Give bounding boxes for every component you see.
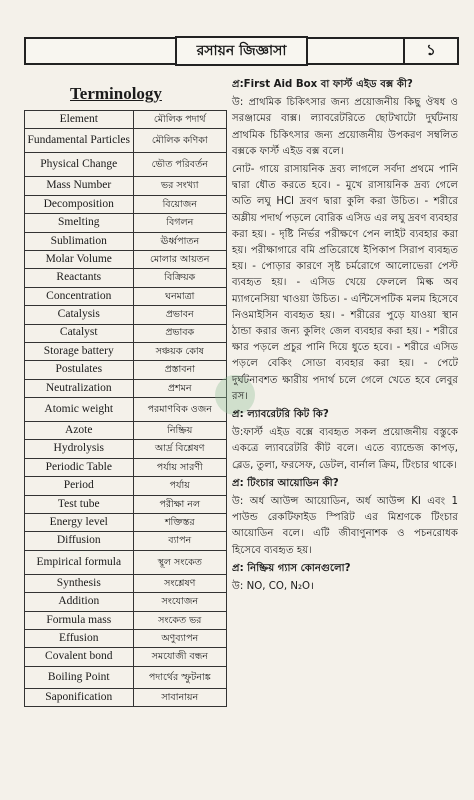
term-row [25, 195, 227, 213]
term-bengali: সংকেত ভর [133, 611, 226, 629]
term-row [25, 324, 227, 342]
term-bengali: ঊর্ধ্বপাতন [133, 232, 226, 250]
term-row [25, 111, 227, 129]
term-bengali: পদার্থের স্ফুটনাঙ্ক [133, 666, 226, 688]
term-english: Covalent bond [25, 648, 134, 666]
term-english: Catalyst [25, 324, 134, 342]
term-row [25, 514, 227, 532]
term-english: Azote [25, 422, 134, 440]
question: প্র: ল্যাবরেটরি কিট কি? [232, 409, 329, 421]
term-bengali: স্থূল সংকেত [133, 550, 226, 574]
term-english: Reactants [25, 269, 134, 287]
term-english: Smelting [25, 214, 134, 232]
term-english: Hydrolysis [25, 440, 134, 458]
term-row [25, 129, 227, 153]
term-english: Effusion [25, 629, 134, 647]
term-english: Energy level [25, 514, 134, 532]
term-bengali: ভৌত পরিবর্তন [133, 153, 226, 177]
term-english: Neutralization [25, 379, 134, 397]
term-english: Element [25, 111, 134, 129]
term-english: Formula mass [25, 611, 134, 629]
term-row [25, 532, 227, 550]
term-row [25, 250, 227, 268]
question: প্র: নিষ্ক্রিয় গ্যাস কোনগুলো? [232, 562, 351, 574]
term-english: Physical Change [25, 153, 134, 177]
term-english: Storage battery [25, 342, 134, 360]
term-bengali: ভর সংখ্যা [133, 177, 226, 195]
term-english: Synthesis [25, 574, 134, 592]
answer: উ: অর্ধ আউন্স আয়োডিন, অর্ধ আউন্স KI এবং 1 পাউন্ড রেকটিফাইড স্পিরিট এর মিশ্রণকে টিংচার আয়োডিন বলে। এটি জীবাণুনাশক ও পচনরোধক হিসেবে ব্যবহৃত হয়। [232, 496, 458, 556]
term-bengali: পর্যায় সারণী [133, 458, 226, 476]
term-english: Molar Volume [25, 250, 134, 268]
answer: উ: NO, CO, N₂O। [232, 581, 314, 593]
term-bengali: আর্দ্র বিশ্লেষণ [133, 440, 226, 458]
question: প্র: টিংচার আয়োডিন কী? [232, 477, 339, 489]
qa-column [232, 77, 458, 597]
term-bengali: বিয়োজন [133, 195, 226, 213]
answer: উ:ফার্স্ট এইড বক্সে ব্যবহৃত সকল প্রয়োজনীয় বস্তুকে একত্রে ল্যাবরেটরি কীট বলে। এতে ব্যান্ডেজ কাপড়, ব্লেড, তুলা, ফরসেফ, ডেটল, বার্নাল ক্রিম, টিংচার থাকে। [232, 427, 458, 471]
term-english: Mass Number [25, 177, 134, 195]
term-row [25, 287, 227, 305]
term-row [25, 398, 227, 422]
term-row [25, 550, 227, 574]
term-bengali: পরীক্ষা নল [133, 495, 226, 513]
term-row [25, 379, 227, 397]
term-bengali: প্রভাবন [133, 306, 226, 324]
term-row [25, 214, 227, 232]
question: প্র:First Aid Box বা ফার্স্ট এইড বক্স কী? [232, 79, 413, 90]
term-row [25, 666, 227, 688]
term-english: Atomic weight [25, 398, 134, 422]
term-bengali: মৌলিক পদার্থ [133, 111, 226, 129]
term-bengali: ব্যাপন [133, 532, 226, 550]
term-row [25, 477, 227, 495]
term-bengali: পর্যায় [133, 477, 226, 495]
term-english: Addition [25, 593, 134, 611]
term-row [25, 177, 227, 195]
term-bengali: শক্তিস্তর [133, 514, 226, 532]
term-bengali: প্রভাবক [133, 324, 226, 342]
terminology-table [24, 110, 227, 707]
term-bengali: সংযোজন [133, 593, 226, 611]
term-bengali: মৌলিক কণিকা [133, 129, 226, 153]
answer: উ: প্রাথমিক চিকিৎসার জন্য প্রয়োজনীয় কিছু ঔষধ ও সরঞ্জামের বাক্স। ল্যাবরেটরিতে ছোটখাটো দুর্ঘটনায় প্রাথমিক চিকিৎসার জন্য প্রয়োজনীয় উপকরণ সম্বলিত বক্সকে ফার্স্ট এইড বক্স বলে। [232, 97, 458, 157]
term-english: Period [25, 477, 134, 495]
term-row [25, 629, 227, 647]
term-row [25, 611, 227, 629]
term-row [25, 269, 227, 287]
term-bengali: নিষ্ক্রিয় [133, 422, 226, 440]
term-row [25, 593, 227, 611]
term-english: Sublimation [25, 232, 134, 250]
term-bengali: পরমাণবিক ওজন [133, 398, 226, 422]
page-header [24, 37, 459, 65]
page-title: রসায়ন জিজ্ঞাসা [175, 36, 309, 66]
term-english: Test tube [25, 495, 134, 513]
term-row [25, 440, 227, 458]
term-bengali: মোলার আয়তন [133, 250, 226, 268]
term-english: Empirical formula [25, 550, 134, 574]
term-row [25, 458, 227, 476]
term-english: Saponification [25, 688, 134, 706]
term-row [25, 574, 227, 592]
term-bengali: বিক্রিয়ক [133, 269, 226, 287]
term-bengali: প্রস্তাবনা [133, 361, 226, 379]
term-bengali: সঞ্চয়ক কোষ [133, 342, 226, 360]
page-number: ১ [403, 39, 457, 63]
term-bengali: বিগলন [133, 214, 226, 232]
term-row [25, 306, 227, 324]
term-row [25, 232, 227, 250]
term-english: Decomposition [25, 195, 134, 213]
term-english: Diffusion [25, 532, 134, 550]
term-row [25, 688, 227, 706]
term-row [25, 153, 227, 177]
term-bengali: সাবানায়ন [133, 688, 226, 706]
term-row [25, 422, 227, 440]
term-english: Fundamental Particles [25, 129, 134, 153]
term-english: Catalysis [25, 306, 134, 324]
term-bengali: সমযোজী বন্ধন [133, 648, 226, 666]
term-row [25, 342, 227, 360]
term-row [25, 648, 227, 666]
terminology-heading: Terminology [70, 84, 162, 103]
term-english: Boiling Point [25, 666, 134, 688]
term-bengali: সংশ্লেষণ [133, 574, 226, 592]
term-bengali: অণুব্যাপন [133, 629, 226, 647]
term-row [25, 361, 227, 379]
term-bengali: ঘনমাত্রা [133, 287, 226, 305]
term-english: Concentration [25, 287, 134, 305]
term-english: Postulates [25, 361, 134, 379]
answer: নোট- গায়ে রাসায়নিক দ্রব্য লাগলে সর্বদা প্রথমে পানি দ্বারা ধৌত করতে হবে। - মুখে রাসায়নিক দ্রব্য গেলে অতি লঘু HCl দ্রবণ দ্বারা কুলি করা উচিত। - শরীরে অম্লীয় পদার্থ পড়লে বোরিক এসিড এর লঘু দ্রবণ ব্যবহার করা হয়। - দৃষ্টি নির্ভর পরীক্ষণে পেন লাইট ব্যবহার করা হয়। পরীক্ষাগারে বমি প্রতিরোধে ইপিকাপ সিরাপ ব্যবহৃত হয়। - পোড়ার কারণে সৃষ্ট চর্মরোগে আলোভেরা পেস্ট ব্যবহৃত হয়। - এসিড খেয়ে ফেললে মিল্ক অব ম্যাগনেসিয়া খাওয়া উচিত। - এন্টিসেপটিক মলম হিসেবে নিওমাইসিন ব্যবহৃত হয়। - শরীরের পুড়ে যাওয়া স্থান ঠান্ডা করার জন্য কুলিং জেল ব্যবহার করা হয়। - শরীরে ক্ষার পড়লে প্রচুর পানি দিয়ে ধুতে হবে। - শরীরে এসিড পড়লে বেকিং সোডা ব্যবহার করা হয়। - পেটে দুর্ঘটনাবশত ক্ষারীয় পদার্থ চলে গেলে খেতে হবে লেবুর রস। [232, 164, 458, 402]
term-row [25, 495, 227, 513]
term-english: Periodic Table [25, 458, 134, 476]
term-bengali: প্রশমন [133, 379, 226, 397]
